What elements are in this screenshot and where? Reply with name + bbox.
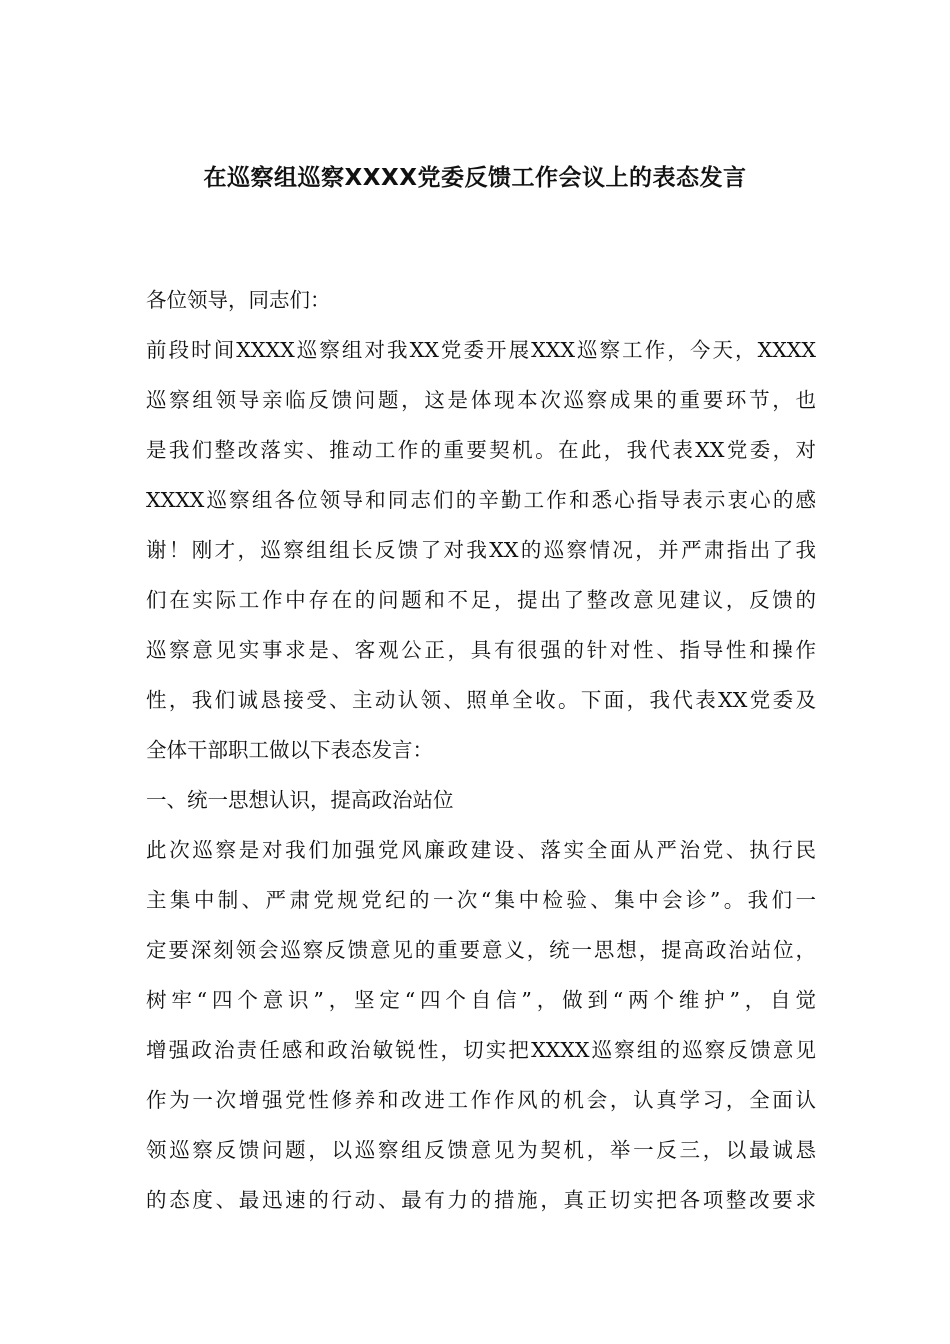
body-line: 是我们整改落实、推动工作的重要契机。在此，我代表XX党委，对 bbox=[146, 438, 816, 462]
document-body bbox=[146, 283, 816, 1233]
document-title: 在巡察组巡察XXXX党委反馈工作会议上的表态发言 bbox=[203, 165, 747, 191]
body-line: 作为一次增强党性修养和改进工作作风的机会，认真学习，全面认 bbox=[146, 1088, 816, 1112]
body-line: 巡察意见实事求是、客观公正，具有很强的针对性、指导性和操作 bbox=[146, 638, 816, 662]
body-line: 领巡察反馈问题，以巡察组反馈意见为契机，举一反三，以最诚恳 bbox=[146, 1138, 816, 1162]
body-line: 增强政治责任感和政治敏锐性，切实把XXXX巡察组的巡察反馈意见 bbox=[146, 1038, 816, 1062]
body-line: 们在实际工作中存在的问题和不足，提出了整改意见建议，反馈的 bbox=[146, 588, 816, 612]
body-line: XXXX巡察组各位领导和同志们的辛勤工作和悉心指导表示衷心的感 bbox=[146, 488, 816, 512]
body-line: 全体干部职工做以下表态发言： bbox=[146, 738, 433, 762]
body-line: 定要深刻领会巡察反馈意见的重要意义，统一思想，提高政治站位， bbox=[146, 938, 816, 962]
body-line: 一、统一思想认识，提高政治站位 bbox=[146, 788, 454, 812]
body-line: 谢！刚才，巡察组组长反馈了对我XX的巡察情况，并严肃指出了我 bbox=[146, 538, 816, 562]
body-line: 此次巡察是对我们加强党风廉政建设、落实全面从严治党、执行民 bbox=[146, 838, 816, 862]
body-line: 巡察组领导亲临反馈问题，这是体现本次巡察成果的重要环节，也 bbox=[146, 388, 816, 412]
body-line: 前段时间XXXX巡察组对我XX党委开展XXX巡察工作，今天，XXXX bbox=[146, 338, 816, 362]
body-line: 树牢“四个意识”，坚定“四个自信”，做到“两个维护”，自觉 bbox=[146, 988, 816, 1012]
body-line: 各位领导，同志们： bbox=[146, 288, 331, 312]
body-line: 的态度、最迅速的行动、最有力的措施，真正切实把各项整改要求 bbox=[146, 1188, 816, 1212]
body-line: 主集中制、严肃党规党纪的一次“集中检验、集中会诊”。我们一 bbox=[146, 888, 816, 912]
body-line: 性，我们诚恳接受、主动认领、照单全收。下面，我代表XX党委及 bbox=[146, 688, 816, 712]
